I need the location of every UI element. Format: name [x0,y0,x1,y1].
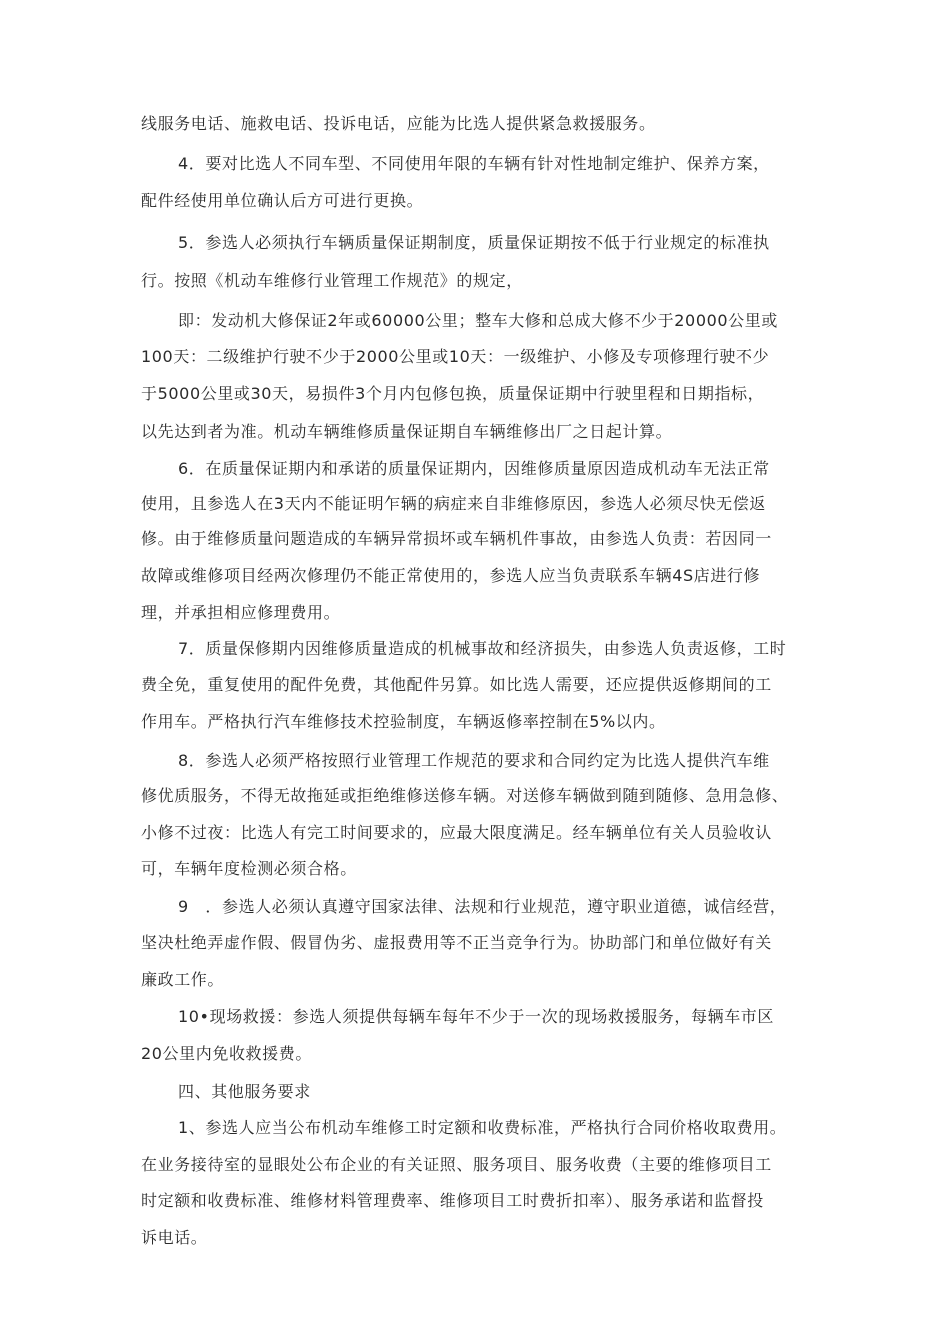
text-line: 行。按照《机动车维修行业管理工作规范》的规定， [141,271,523,290]
text-line: 可，车辆年度检测必须合格。 [141,859,357,878]
text-line: 10•现场救援：参选人须提供每辆车每年不少于一次的现场救援服务，每辆车市区 [178,1007,774,1026]
text-line: 使用，且参选人在3天内不能证明乍辆的病症来自非维修原因，参选人必须尽快无偿返 [141,494,766,513]
section-heading: 四、其他服务要求 [178,1082,311,1101]
text-line: 小修不过夜：比选人有完工时间要求的，应最大限度满足。经车辆单位有关人员验收认 [141,823,772,842]
text-line: 修。由于维修质量问题造成的车辆异常损坏或车辆机件事故，由参选人负责：若因同一 [141,529,772,548]
text-line: 4．要对比选人不同车型、不同使用年限的车辆有针对性地制定维护、保养方案， [178,154,770,173]
text-line: 理，并承担相应修理费用。 [141,603,341,622]
text-line: 8．参选人必须严格按照行业管理工作规范的要求和合同约定为比选人提供汽车维 [178,751,770,770]
text-line: 线服务电话、施救电话、投诉电话，应能为比选人提供紧急救援服务。 [141,114,656,133]
text-line: 在业务接待室的显眼处公布企业的有关证照、服务项目、服务收费（主要的维修项目工 [141,1155,772,1174]
text-line: 5．参选人必须执行车辆质量保证期制度，质量保证期按不低于行业规定的标准执 [178,233,770,252]
text-line: 7．质量保修期内因维修质量造成的机械事故和经济损失，由参选人负责返修，工时 [178,639,787,658]
text-line: 即：发动机大修保证2年或60000公里；整车大修和总成大修不少于20000公里或 [178,311,778,330]
text-line: 于5000公里或30天，易损件3个月内包修包换，质量保证期中行驶里程和日期指标， [141,384,765,403]
text-line: 时定额和收费标准、维修材料管理费率、维修项目工时费折扣率）、服务承诺和监督投 [141,1191,764,1210]
text-line: 修优质服务，不得无故拖延或拒绝维修送修车辆。对送修车辆做到随到随修、急用急修、 [141,786,789,805]
text-line: 100天：二级维护行驶不少于2000公里或10天：一级维护、小修及专项修理行驶不少 [141,347,770,366]
text-line: 作用车。严格执行汽车维修技术控验制度，车辆返修率控制在5%以内。 [141,712,666,731]
text-line: 1、参选人应当公布机动车维修工时定额和收费标准，严格执行合同价格收取费用。 [178,1118,787,1137]
text-line: 9 ．参选人必须认真遵守国家法律、法规和行业规范，遵守职业道德，诚信经营， [178,897,787,916]
text-line: 6．在质量保证期内和承诺的质量保证期内，因维修质量原因造成机动车无法正常 [178,459,770,478]
text-line: 坚决杜绝弄虚作假、假冒伪劣、虚报费用等不正当竞争行为。协助部门和单位做好有关 [141,933,772,952]
text-line: 故障或维修项目经两次修理仍不能正常使用的，参选人应当负责联系车辆4S店进行修 [141,566,761,585]
text-line: 费全免，重复使用的配件免费，其他配件另算。如比选人需要，还应提供返修期间的工 [141,675,772,694]
text-line: 诉电话。 [141,1228,208,1247]
text-line: 20公里内免收救援费。 [141,1044,312,1063]
text-line: 廉政工作。 [141,970,225,989]
text-line: 以先达到者为准。机动车辆维修质量保证期自车辆维修出厂之日起计算。 [141,422,673,441]
text-line: 配件经使用单位确认后方可进行更换。 [141,191,424,210]
